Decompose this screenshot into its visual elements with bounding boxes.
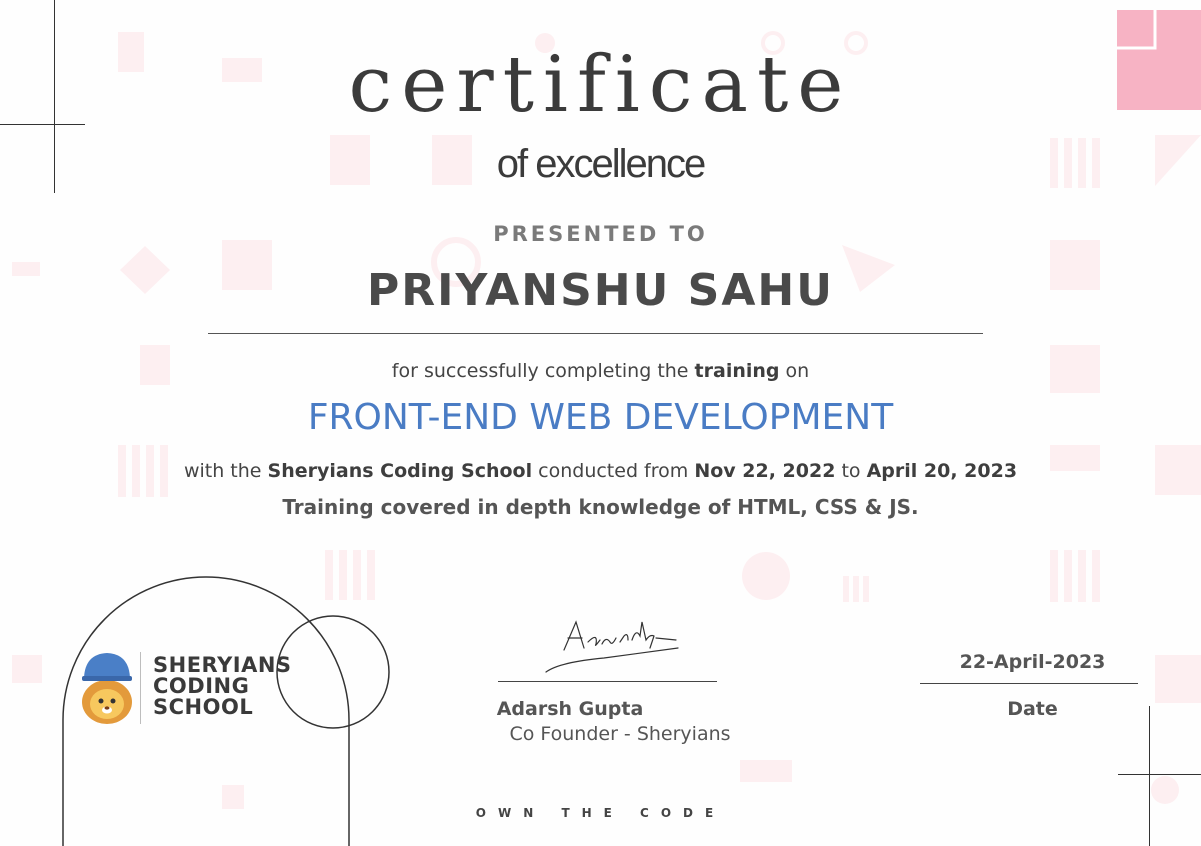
with-the-text: with the — [183, 460, 268, 482]
logo-divider — [140, 652, 141, 724]
conducted-from-text: conducted from — [532, 460, 695, 482]
lion-mascot-icon — [79, 650, 135, 726]
motto: OWN THE CODE — [475, 806, 726, 820]
school-name: Sheryians Coding School — [267, 460, 533, 482]
start-date: Nov 22, 2022 — [694, 460, 836, 482]
logo-line-3: SCHOOL — [153, 695, 254, 719]
completion-text-suffix: on — [779, 360, 810, 382]
issue-date: 22-April-2023 — [959, 651, 1106, 673]
presented-to-label: PRESENTED TO — [493, 222, 708, 246]
completion-text-bold: training — [694, 360, 780, 382]
certificate-subtitle: of excellence — [496, 142, 705, 186]
signature-line — [498, 681, 717, 682]
name-underline — [208, 333, 983, 334]
coverage-text: Training covered in depth knowledge of HTML, CSS & JS. — [282, 495, 919, 519]
date-line — [920, 683, 1138, 684]
logo-line-1: SHERYIANS — [153, 653, 292, 677]
corner-line-horizontal-bottom-right — [1118, 774, 1201, 775]
signer-name: Adarsh Gupta — [496, 698, 644, 720]
to-word: to — [835, 460, 867, 482]
conducted-text — [0, 460, 1201, 482]
recipient-name: PRIYANSHU SAHU — [367, 265, 834, 316]
completion-text — [0, 360, 1201, 382]
logo-wordmark — [153, 655, 292, 718]
date-label: Date — [1007, 698, 1058, 720]
signer-title: Co Founder - Sheryians — [509, 723, 731, 745]
end-date: April 20, 2023 — [866, 460, 1018, 482]
course-name: FRONT-END WEB DEVELOPMENT — [307, 397, 894, 438]
certificate-title: certificate — [348, 40, 853, 130]
signature-image — [540, 618, 690, 678]
logo-line-2: CODING — [153, 674, 250, 698]
corner-line-vertical-bottom-right — [1149, 706, 1150, 846]
completion-text-prefix: for successfully completing the — [391, 360, 695, 382]
